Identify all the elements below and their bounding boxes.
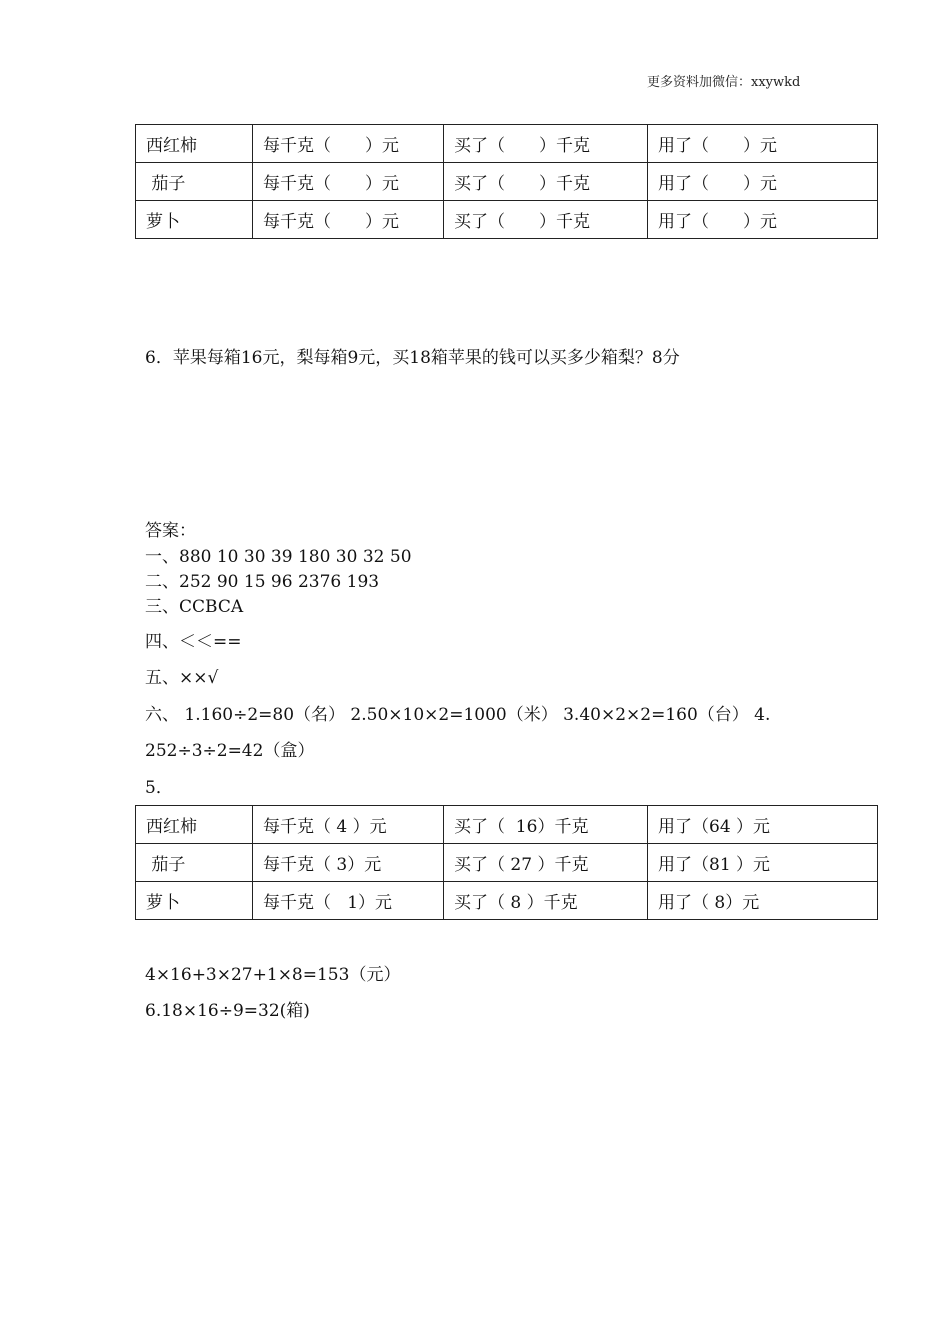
answer-part-6-line-1: 六、 1.160÷2=80（名） 2.50×10×2=1000（米） 3.40×2×2=160（台） 4. [145,705,771,725]
question-6: 6．苹果每箱16元，梨每箱9元，买18箱苹果的钱可以买多少箱梨？8分 [145,348,680,368]
used-cell: 用了（ ）元 [648,201,878,239]
answer-part-6-line-2: 252÷3÷2=42（盒） [145,741,315,761]
used-cell: 用了（81 ）元 [648,844,878,882]
bought-cell: 买了（ ）千克 [444,201,648,239]
bought-cell: 买了（ 16）千克 [444,806,648,844]
used-cell: 用了（ ）元 [648,125,878,163]
table-row [136,882,878,920]
price-cell: 每千克（ 4 ）元 [253,806,444,844]
veg-name-cell: 萝卜 [136,201,253,239]
bought-cell: 买了（ ）千克 [444,125,648,163]
answer-total: 4×16+3×27+1×8=153（元） [145,965,401,985]
answer-part-2: 二、252 90 15 96 2376 193 [145,572,380,592]
used-cell: 用了（64 ）元 [648,806,878,844]
price-cell: 每千克（ 1）元 [253,882,444,920]
answer-part-5: 五、××√ [145,668,219,688]
answer-part-1: 一、880 10 30 39 180 30 32 50 [145,547,412,567]
answer-part-4: 四、＜＜== [145,632,242,652]
question-table [135,124,878,239]
table-row [136,163,878,201]
table-row [136,125,878,163]
veg-name-cell: 西红柿 [136,125,253,163]
used-cell: 用了（ ）元 [648,163,878,201]
answer-6: 6.18×16÷9=32(箱) [145,1001,310,1021]
price-cell: 每千克（ ）元 [253,163,444,201]
bought-cell: 买了（ 8 ）千克 [444,882,648,920]
table-row [136,201,878,239]
answer-item-5-label: 5． [145,778,173,798]
answer-table [135,805,878,920]
answer-part-3: 三、CCBCA [145,597,244,617]
answers-title: 答案： [145,521,196,541]
header-note: 更多资料加微信：xxywkd [647,75,801,90]
bought-cell: 买了（ ）千克 [444,163,648,201]
veg-name-cell: 茄子 [136,844,253,882]
price-cell: 每千克（ ）元 [253,201,444,239]
bought-cell: 买了（ 27 ）千克 [444,844,648,882]
price-cell: 每千克（ ）元 [253,125,444,163]
veg-name-cell: 萝卜 [136,882,253,920]
veg-name-cell: 西红柿 [136,806,253,844]
table-row [136,844,878,882]
price-cell: 每千克（ 3）元 [253,844,444,882]
used-cell: 用了（ 8）元 [648,882,878,920]
table-row [136,806,878,844]
veg-name-cell: 茄子 [136,163,253,201]
